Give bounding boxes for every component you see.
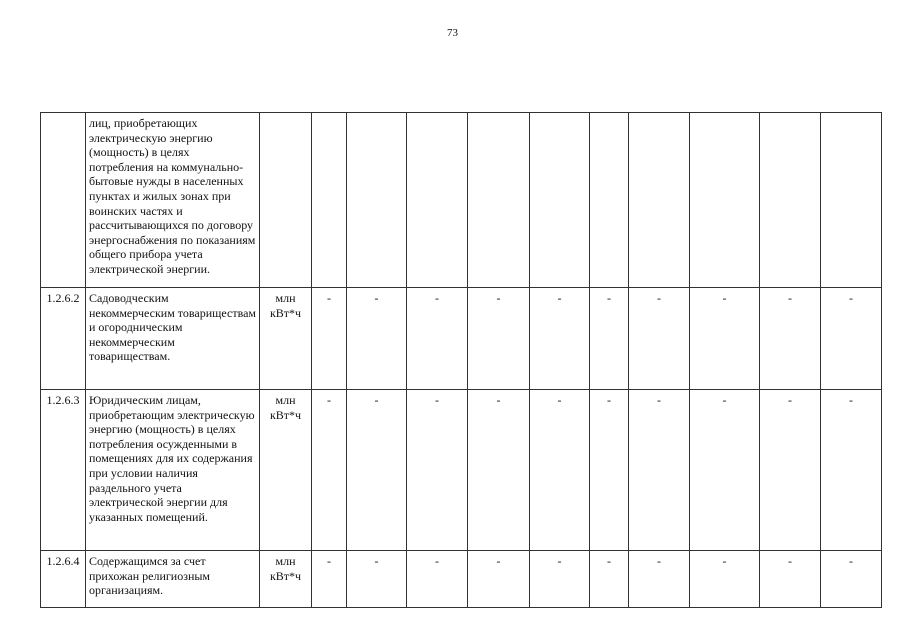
row-value (407, 113, 468, 288)
row-value: - (590, 551, 629, 608)
row-value (590, 113, 629, 288)
table-row (41, 390, 882, 551)
row-value: - (690, 390, 760, 551)
row-value: - (760, 551, 821, 608)
row-value: - (312, 551, 347, 608)
row-value: - (347, 390, 407, 551)
row-value (347, 113, 407, 288)
row-code: 1.2.6.2 (41, 288, 86, 390)
row-value: - (821, 288, 882, 390)
row-value: - (312, 390, 347, 551)
row-value (530, 113, 590, 288)
row-value (760, 113, 821, 288)
row-value (312, 113, 347, 288)
row-value: - (821, 390, 882, 551)
row-value: - (468, 551, 530, 608)
row-name: лиц, приобретающих электрическую энергию (мощность) в целях потребления на коммунально-бытовые нужды в населенных пунктах и жилых зонах при воинских частях и рассчитывающихся по договору энергоснабжения по показаниям общего прибора учета электрической энергии. (86, 113, 260, 288)
row-code: 1.2.6.3 (41, 390, 86, 551)
row-value (468, 113, 530, 288)
row-value: - (690, 551, 760, 608)
row-value (629, 113, 690, 288)
row-value: - (312, 288, 347, 390)
row-value: - (629, 390, 690, 551)
row-code (41, 113, 86, 288)
row-unit (260, 113, 312, 288)
table-row (41, 113, 882, 288)
row-code: 1.2.6.4 (41, 551, 86, 608)
row-unit: млн кВт*ч (260, 288, 312, 390)
row-value: - (590, 390, 629, 551)
row-value: - (347, 551, 407, 608)
row-value: - (590, 288, 629, 390)
row-value: - (468, 390, 530, 551)
tariff-table (40, 112, 882, 608)
row-value: - (690, 288, 760, 390)
row-value: - (530, 551, 590, 608)
row-value: - (760, 390, 821, 551)
row-value (690, 113, 760, 288)
row-value: - (530, 288, 590, 390)
row-value: - (407, 390, 468, 551)
row-name: Содержащимся за счет прихожан религиозным организациям. (86, 551, 260, 608)
table-row (41, 288, 882, 390)
row-value: - (347, 288, 407, 390)
row-value: - (760, 288, 821, 390)
row-unit: млн кВт*ч (260, 551, 312, 608)
row-name: Юридическим лицам, приобретающим электрическую энергию (мощность) в целях потребления осужденными в помещениях для их содержания при условии наличия раздельного учета электрической энергии для указанных помещений. (86, 390, 260, 551)
row-value: - (821, 551, 882, 608)
row-value: - (530, 390, 590, 551)
row-value: - (468, 288, 530, 390)
row-value: - (407, 288, 468, 390)
row-unit: млн кВт*ч (260, 390, 312, 551)
row-value (821, 113, 882, 288)
row-value: - (407, 551, 468, 608)
row-value: - (629, 288, 690, 390)
page-number: 73 (447, 27, 458, 39)
table-row (41, 551, 882, 608)
row-name: Садоводческим некоммерческим товариществам и огородническим некоммерческим товариществам. (86, 288, 260, 390)
row-value: - (629, 551, 690, 608)
